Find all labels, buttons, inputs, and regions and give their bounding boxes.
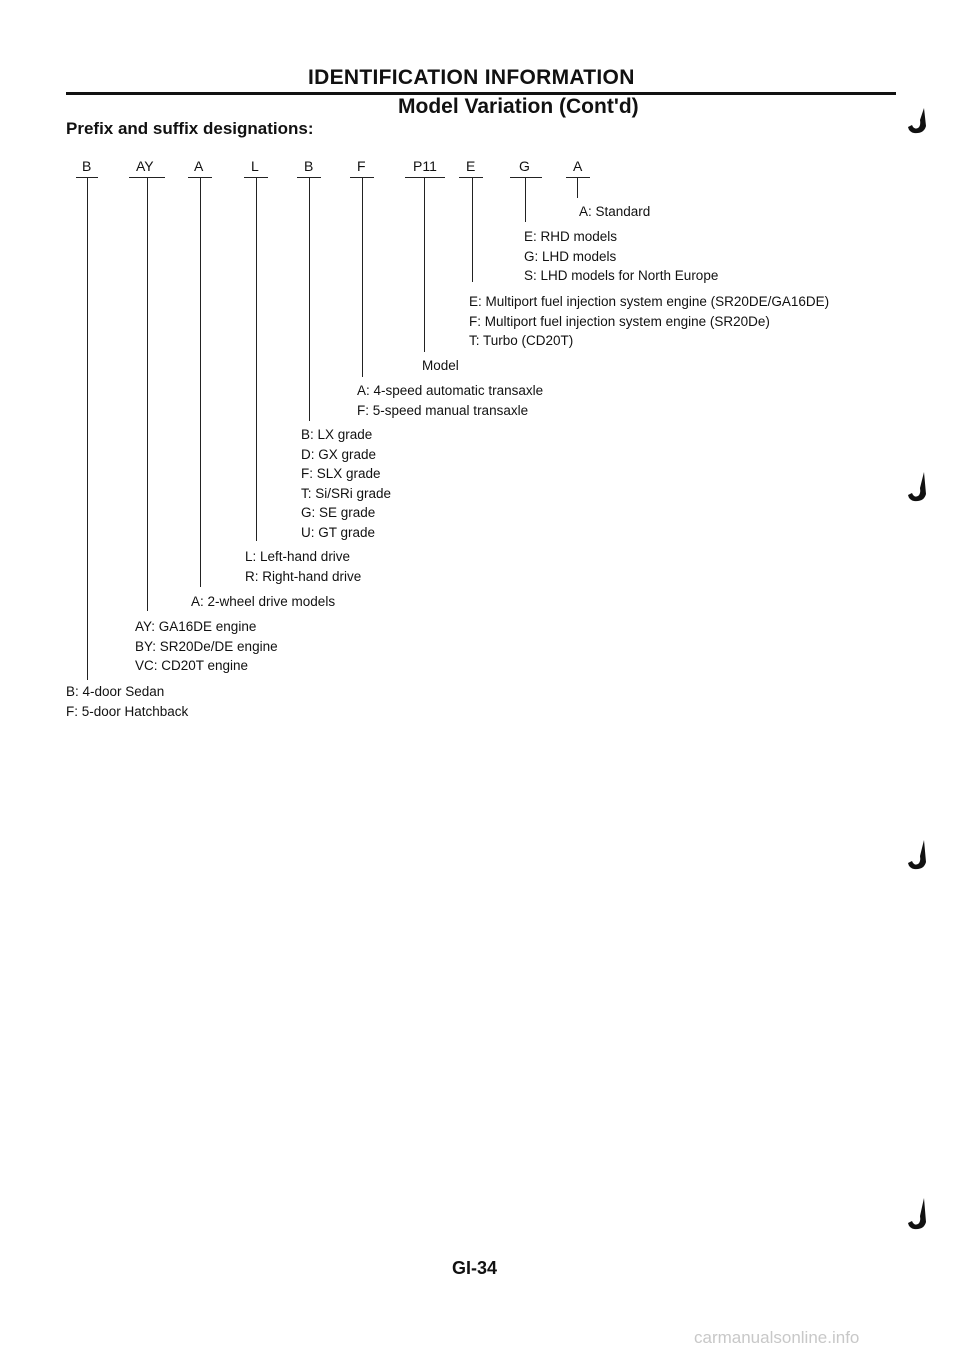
list-item: E: Multiport fuel injection system engine (SR20DE/GA16DE) <box>469 294 830 309</box>
revision-mark-icon <box>906 838 932 872</box>
code-steering: L <box>251 158 259 174</box>
list-item: A: 4-speed automatic transaxle <box>357 383 544 398</box>
list-item: B: LX grade <box>301 427 373 442</box>
code-engine: AY <box>136 158 154 174</box>
leader-line-model <box>424 177 425 352</box>
code-engine-type: E <box>466 158 476 174</box>
code-transaxle: F <box>357 158 366 174</box>
body-list <box>66 682 188 721</box>
model-label <box>422 356 459 376</box>
list-item: Model <box>422 358 459 373</box>
leader-line-transaxle <box>362 177 363 377</box>
destination-list <box>524 227 718 286</box>
page-subtitle: Model Variation (Cont'd) <box>398 95 639 118</box>
list-item: G: SE grade <box>301 505 376 520</box>
code-destination: G <box>519 158 530 174</box>
code-underline <box>405 177 445 178</box>
list-item: R: Right-hand drive <box>245 568 362 584</box>
grade-list <box>301 425 391 542</box>
code-underline <box>510 177 542 178</box>
list-item: F: 5-door Hatchback <box>66 703 189 719</box>
drive-list <box>191 592 335 612</box>
code-model: P11 <box>413 158 437 174</box>
list-item: VC: CD20T engine <box>135 658 249 673</box>
list-item: A: 2-wheel drive models <box>191 594 336 609</box>
list-item: F: 5-speed manual transaxle <box>357 402 529 418</box>
list-item: A: Standard <box>579 204 651 219</box>
list-item: BY: SR20De/DE engine <box>135 638 278 654</box>
engine-type-list <box>469 292 829 351</box>
list-item: D: GX grade <box>301 446 377 462</box>
engine-list <box>135 617 278 676</box>
code-body: B <box>82 158 92 174</box>
list-item: U: GT grade <box>301 524 376 540</box>
leader-line-grade-version <box>577 177 578 198</box>
list-item: AY: GA16DE engine <box>135 619 257 634</box>
list-item: L: Left-hand drive <box>245 549 351 564</box>
transaxle-list <box>357 381 543 420</box>
list-item: F: Multiport fuel injection system engine (SR20De) <box>469 313 770 329</box>
code-underline <box>459 177 483 178</box>
leader-line-grade <box>309 177 310 421</box>
leader-line-destination <box>525 177 526 222</box>
revision-mark-icon <box>906 106 932 136</box>
leader-line-body <box>87 177 88 680</box>
list-item: T: Si/SRi grade <box>301 485 392 501</box>
list-item: F: SLX grade <box>301 466 381 481</box>
code-grade: B <box>304 158 314 174</box>
code-underline <box>566 177 590 178</box>
list-item: S: LHD models for North Europe <box>524 268 719 283</box>
list-item: T: Turbo (CD20T) <box>469 333 574 348</box>
page-number: GI-34 <box>452 1258 498 1278</box>
section-heading: Prefix and suffix designations: <box>66 119 314 138</box>
steering-list <box>245 547 361 586</box>
code-drive: A <box>194 158 204 174</box>
list-item: B: 4-door Sedan <box>66 684 165 699</box>
code-grade-version: A <box>573 158 583 174</box>
grade-version-list <box>579 202 650 222</box>
revision-mark-icon <box>906 470 932 504</box>
list-item: G: LHD models <box>524 248 617 264</box>
leader-line-engine-type <box>472 177 473 282</box>
leader-line-engine <box>147 177 148 611</box>
list-item: E: RHD models <box>524 229 618 244</box>
leader-line-steering <box>256 177 257 541</box>
page-title: IDENTIFICATION INFORMATION <box>308 66 635 89</box>
footer-watermark: carmanualsonline.info <box>694 1328 860 1347</box>
revision-mark-icon <box>906 1196 932 1232</box>
leader-line-drive <box>200 177 201 587</box>
